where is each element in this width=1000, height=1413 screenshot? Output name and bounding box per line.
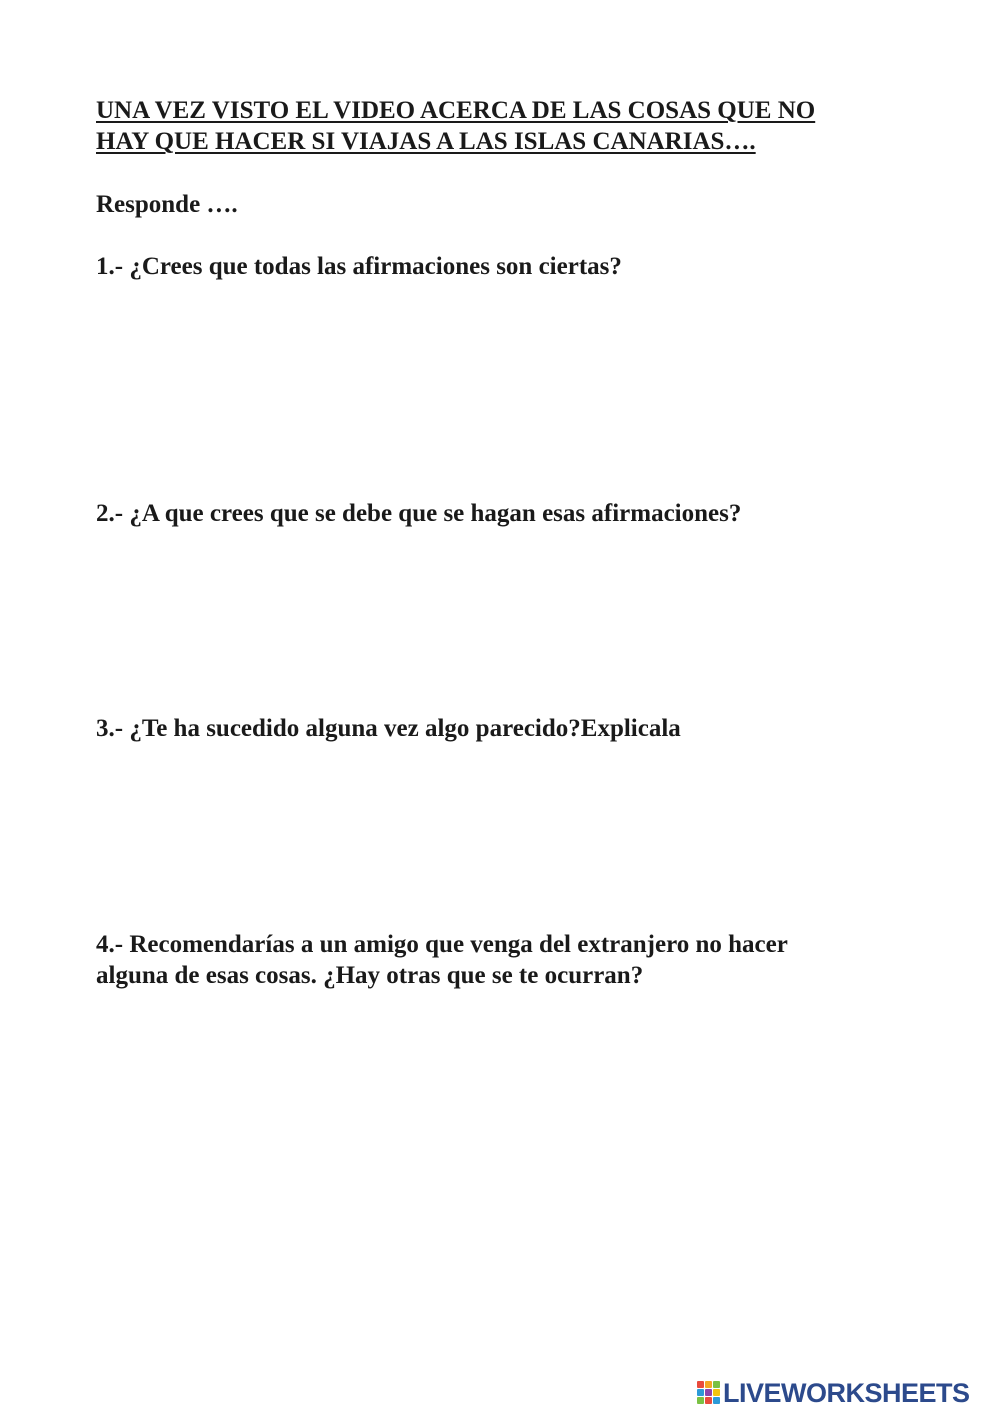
- question-4: [96, 929, 916, 991]
- question-4-line-1: 4.- Recomendarías a un amigo que venga del extranjero no hacer: [96, 931, 788, 958]
- question-3: 3.- ¿Te ha sucedido alguna vez algo parecido?Explicala: [96, 715, 681, 742]
- liveworksheets-logo-icon: [697, 1381, 721, 1405]
- instruction-text: Responde ….: [96, 191, 238, 218]
- question-4-line-2: alguna de esas cosas. ¿Hay otras que se te ocurran?: [96, 962, 644, 989]
- worksheet-title: [96, 95, 896, 157]
- title-line-2: HAY QUE HACER SI VIAJAS A LAS ISLAS CANARIAS….: [96, 128, 756, 155]
- question-2: 2.- ¿A que crees que se debe que se hagan esas afirmaciones?: [96, 500, 742, 527]
- question-1: 1.- ¿Crees que todas las afirmaciones son ciertas?: [96, 253, 622, 280]
- liveworksheets-logo-text: LIVEWORKSHEETS: [723, 1378, 970, 1408]
- title-line-1: UNA VEZ VISTO EL VIDEO ACERCA DE LAS COSAS QUE NO: [96, 97, 816, 124]
- liveworksheets-logo[interactable]: [697, 1378, 970, 1408]
